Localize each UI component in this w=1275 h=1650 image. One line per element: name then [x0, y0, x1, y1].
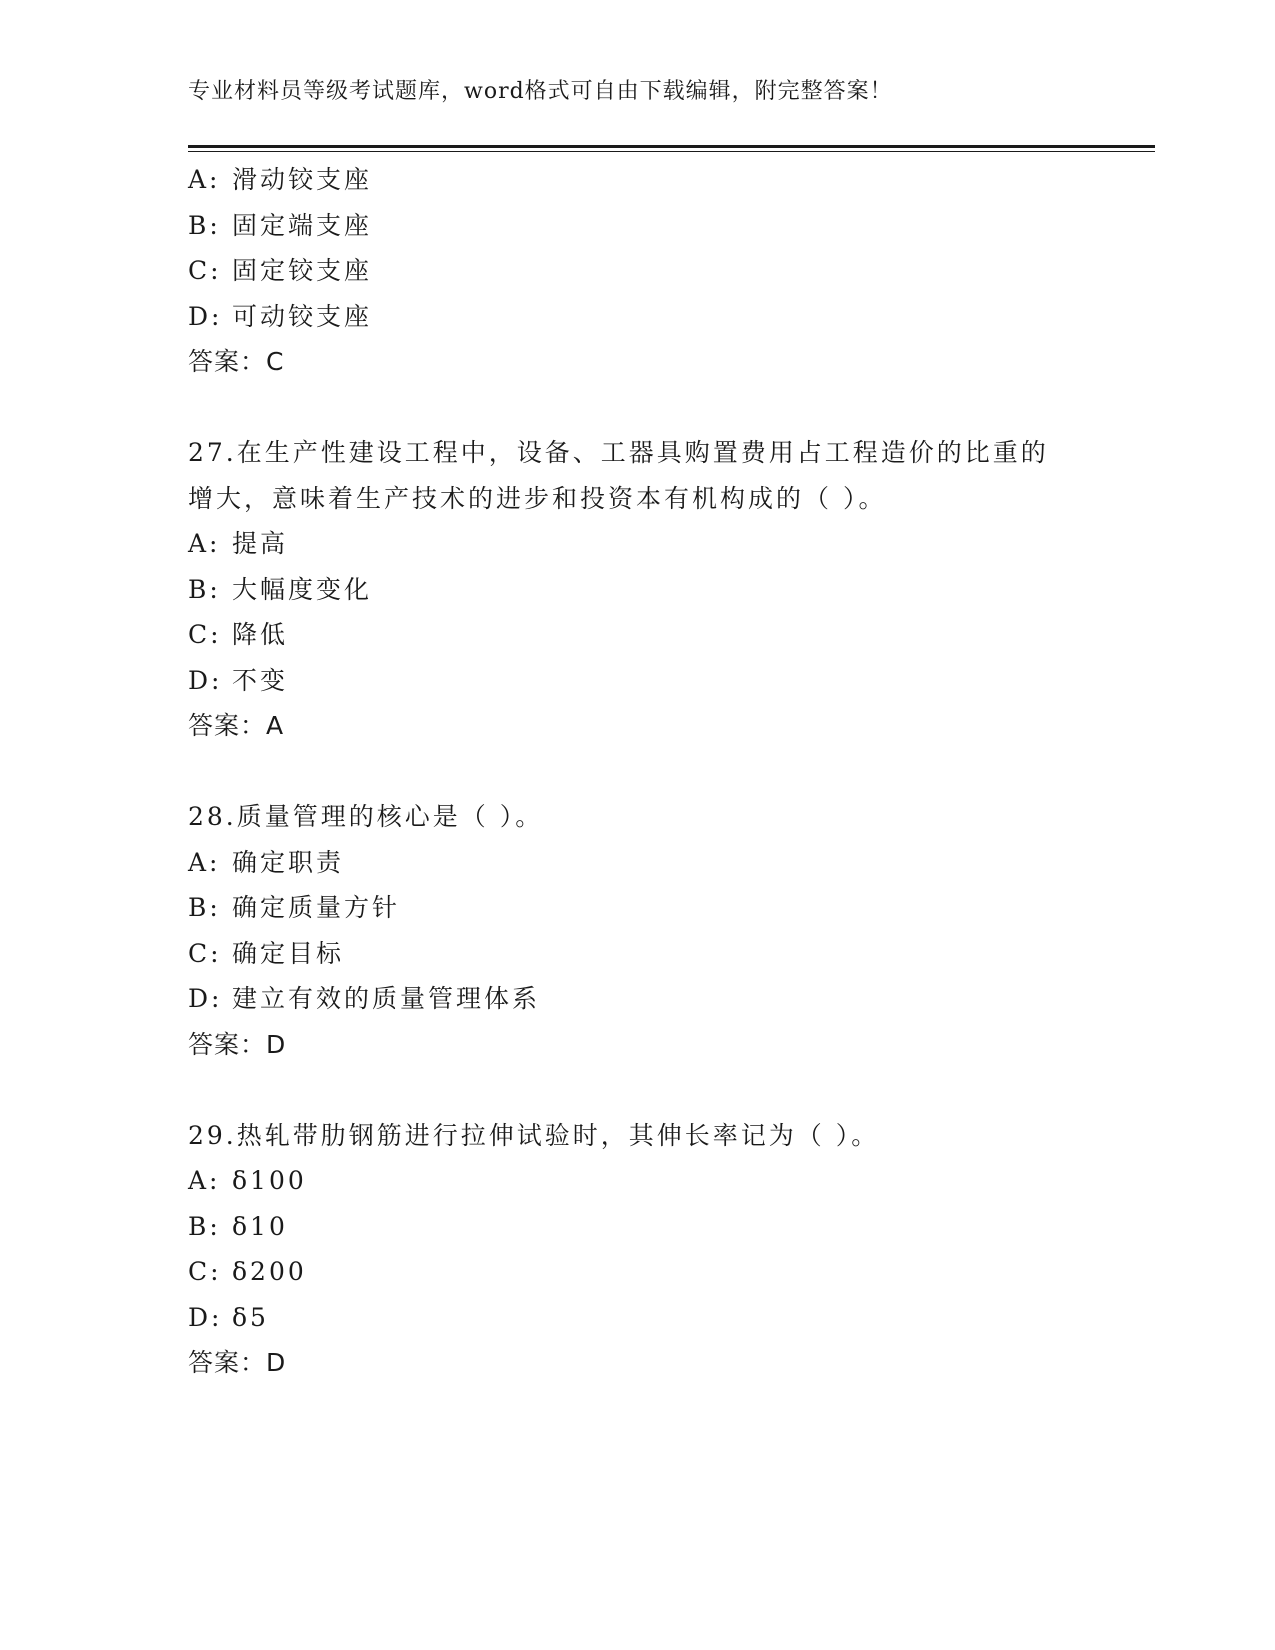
- partial-question-block: [188, 157, 1128, 385]
- spacer: [188, 749, 1128, 795]
- option-text: δ200: [232, 1257, 307, 1286]
- option-label: D:: [188, 301, 223, 331]
- option-b: [188, 203, 1128, 249]
- option-b: [188, 1204, 1128, 1250]
- option-c: [188, 1249, 1128, 1295]
- option-text: 确定质量方针: [232, 893, 401, 922]
- option-d: [188, 1295, 1128, 1341]
- option-a: [188, 521, 1128, 567]
- answer-line: 答案：D: [188, 1029, 287, 1059]
- option-label: C:: [188, 938, 222, 968]
- question-content: [188, 157, 1128, 1386]
- question-stem-continued: 增大，意味着生产技术的进步和投资本有机构成的（ ）。: [188, 483, 887, 513]
- option-text: 固定端支座: [232, 210, 373, 240]
- option-text: 确定目标: [232, 938, 345, 968]
- question-27-block: [188, 430, 1128, 749]
- option-label: C:: [188, 1257, 222, 1286]
- spacer: [188, 385, 1128, 431]
- option-c: [188, 248, 1128, 294]
- option-label: A:: [188, 529, 221, 558]
- header-rule-thick: [188, 145, 1155, 148]
- option-label: A:: [188, 1166, 221, 1195]
- question-stem: 29.热轧带肋钢筋进行拉伸试验时，其伸长率记为（ ）。: [188, 1120, 880, 1150]
- option-label: A:: [188, 165, 221, 194]
- option-b: [188, 567, 1128, 613]
- option-a: [188, 1158, 1128, 1204]
- question-29-block: [188, 1113, 1128, 1386]
- option-text: 建立有效的质量管理体系: [232, 984, 541, 1013]
- option-text: δ10: [232, 1211, 288, 1241]
- option-label: B:: [188, 210, 221, 240]
- option-c: [188, 931, 1128, 977]
- option-text: δ5: [232, 1302, 269, 1332]
- question-28-block: [188, 794, 1128, 1067]
- option-text: 大幅度变化: [232, 574, 373, 604]
- option-text: 不变: [232, 665, 289, 695]
- option-a: [188, 157, 1128, 203]
- option-label: D:: [188, 665, 223, 695]
- option-a: [188, 840, 1128, 886]
- option-label: A:: [188, 847, 221, 877]
- spacer: [188, 1067, 1128, 1113]
- option-label: B:: [188, 574, 221, 604]
- option-text: 降低: [232, 620, 289, 649]
- option-text: 确定职责: [232, 847, 345, 877]
- answer-line: 答案：A: [188, 711, 285, 740]
- option-b: [188, 885, 1128, 931]
- option-label: D:: [188, 1302, 223, 1332]
- question-stem: 28.质量管理的核心是（ ）。: [188, 802, 544, 831]
- option-label: B:: [188, 1211, 221, 1241]
- header-rule-thin: [188, 151, 1155, 152]
- option-d: [188, 294, 1128, 340]
- option-label: C:: [188, 256, 222, 285]
- answer-line: 答案：D: [188, 1348, 287, 1377]
- option-label: D:: [188, 984, 223, 1013]
- question-stem: 27.在生产性建设工程中，设备、工器具购置费用占工程造价的比重的: [188, 438, 1049, 467]
- option-text: 固定铰支座: [232, 256, 373, 285]
- page-header: 专业材料员等级考试题库，word格式可自由下载编辑，附完整答案！: [188, 79, 893, 104]
- option-d: [188, 658, 1128, 704]
- answer-line: 答案：C: [188, 347, 285, 376]
- option-label: C:: [188, 620, 222, 649]
- option-text: 提高: [232, 529, 289, 558]
- option-text: 可动铰支座: [232, 301, 373, 331]
- option-text: δ100: [232, 1166, 307, 1195]
- option-c: [188, 612, 1128, 658]
- option-d: [188, 976, 1128, 1022]
- option-label: B:: [188, 893, 221, 922]
- option-text: 滑动铰支座: [232, 165, 373, 194]
